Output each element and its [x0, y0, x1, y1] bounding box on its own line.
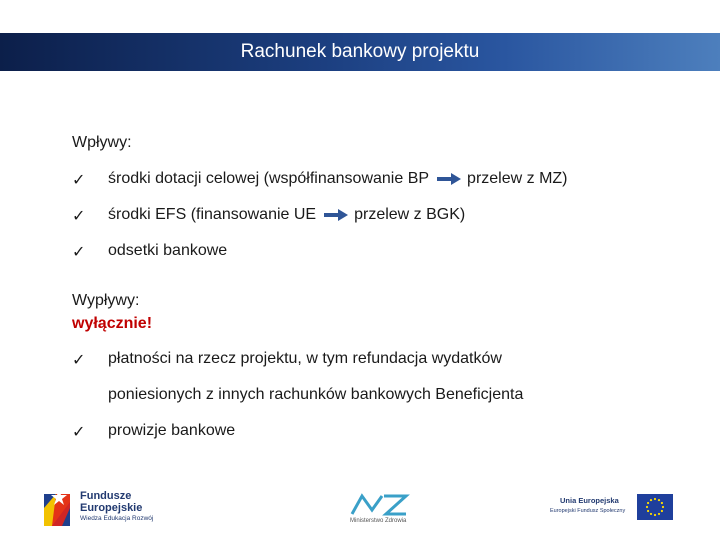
slide-title: Rachunek bankowy projektu: [240, 41, 480, 62]
ue-subtitle: Europejski Fundusz Społeczny: [550, 508, 626, 514]
fe-star-icon: [42, 488, 76, 528]
outflow-item-1-text: płatności na rzecz projektu, w tym refundacja wydatków: [108, 350, 502, 367]
fe-line-1: Fundusze: [80, 490, 132, 502]
eu-star: [661, 502, 663, 504]
check-icon: ✓: [72, 172, 86, 189]
eu-stars: [637, 494, 673, 520]
ue-title: Unia Europejska: [560, 496, 619, 505]
eu-flag-icon: [637, 494, 673, 520]
check-icon: ✓: [72, 244, 86, 261]
eu-star: [650, 499, 652, 501]
arrow-right-icon: [324, 209, 348, 221]
eu-star: [647, 510, 649, 512]
inflow-item-1-source: przelew z MZ): [467, 170, 568, 187]
outflows-heading: Wypływy:: [72, 292, 140, 309]
eu-star: [647, 502, 649, 504]
eu-star: [646, 506, 648, 508]
eu-star: [658, 513, 660, 515]
fe-tagline: Wiedza Edukacja Rozwój: [80, 515, 154, 522]
outflow-item-2-text: prowizje bankowe: [108, 422, 236, 439]
fundusze-europejskie-logo: [42, 488, 182, 530]
mz-mark-icon: [348, 492, 410, 516]
eu-star: [662, 506, 664, 508]
inflows-heading: Wpływy:: [72, 134, 132, 151]
check-icon: ✓: [72, 424, 86, 441]
fe-line-2: Europejskie: [80, 502, 143, 514]
outflow-item-1-continuation: poniesionych z innych rachunków bankowych Beneficjenta: [108, 386, 524, 403]
check-icon: ✓: [72, 208, 86, 225]
title-bar: [0, 33, 720, 71]
inflow-item-2-source: przelew z BGK): [354, 206, 466, 223]
eu-star: [658, 499, 660, 501]
eu-star: [650, 513, 652, 515]
ministerstwo-zdrowia-logo: [346, 492, 416, 528]
outflows-emphasis: wyłącznie!: [72, 315, 153, 332]
mz-caption: Ministerstwo Zdrowia: [350, 518, 407, 524]
arrow-right-icon: [437, 173, 461, 185]
eu-star: [654, 514, 656, 516]
unia-europejska-logo: [548, 494, 678, 522]
inflow-item-1-text: środki dotacji celowej (współfinansowanie BP: [108, 170, 430, 187]
eu-star: [661, 510, 663, 512]
inflow-item-2-text: środki EFS (finansowanie UE: [108, 206, 317, 223]
eu-star: [654, 498, 656, 500]
inflow-item-3-text: odsetki bankowe: [108, 242, 228, 259]
check-icon: ✓: [72, 352, 86, 369]
